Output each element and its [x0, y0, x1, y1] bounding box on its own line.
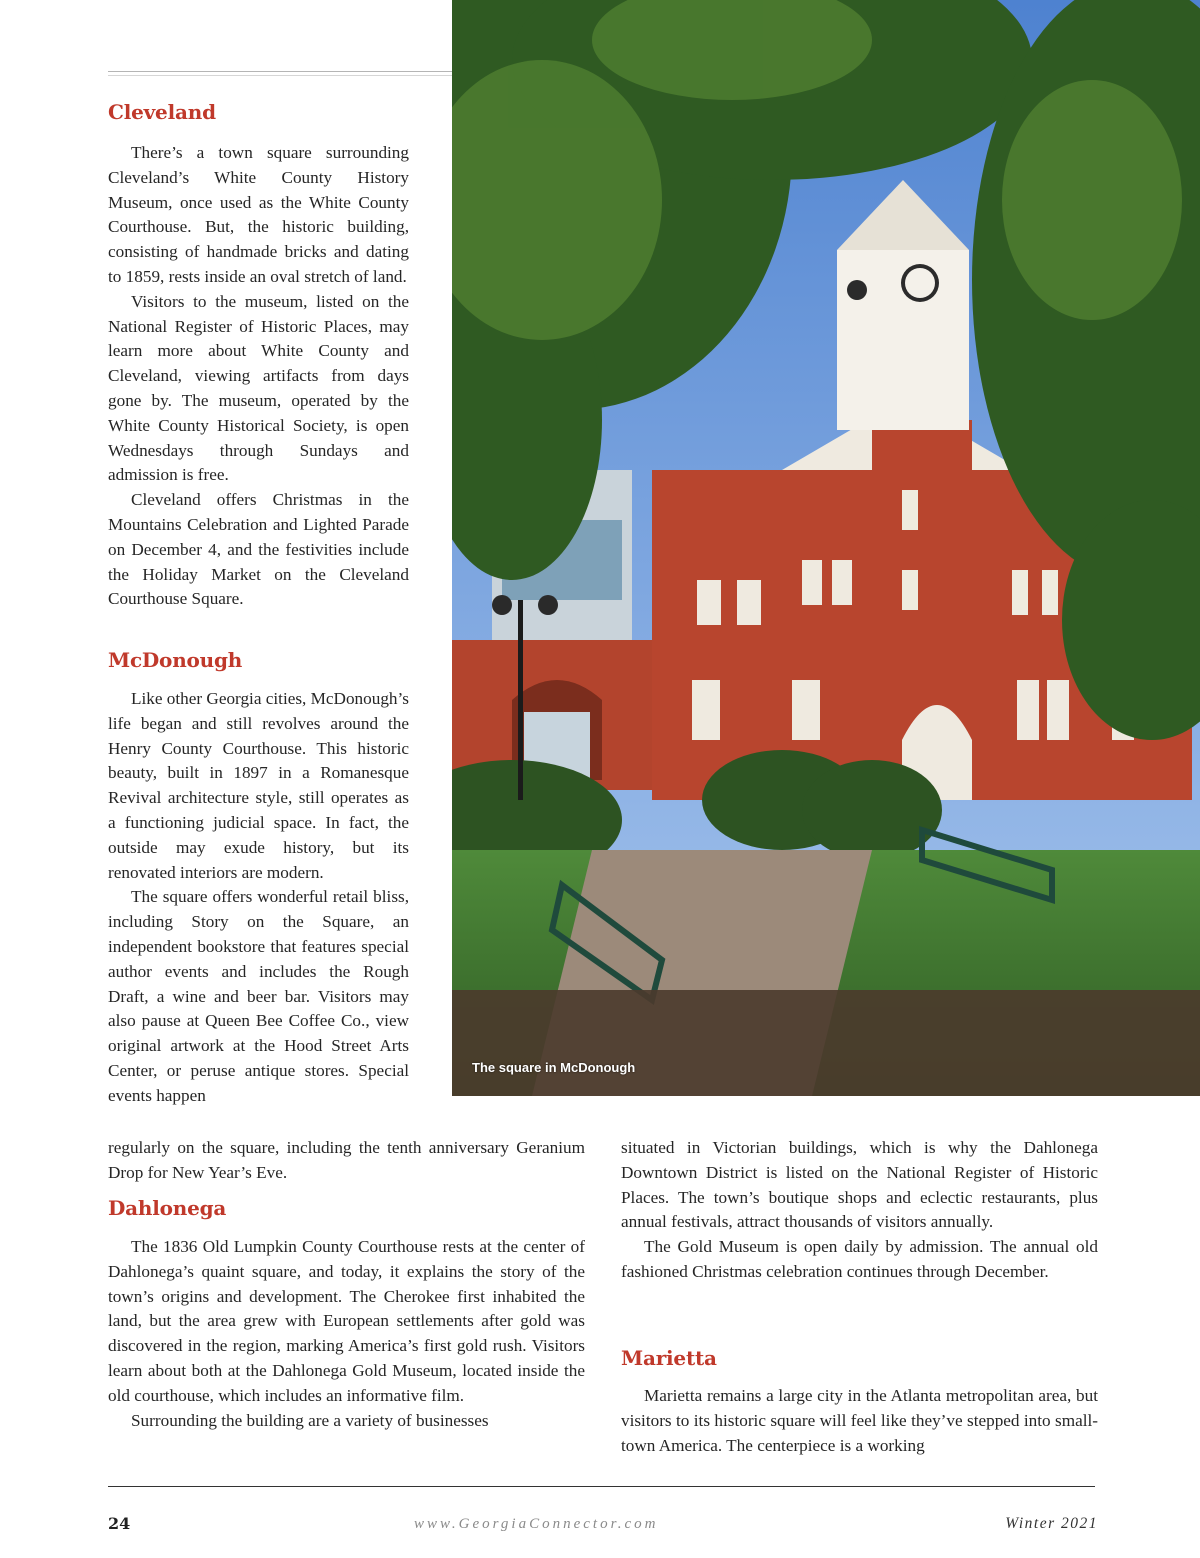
flower-bed [452, 990, 1200, 1096]
cleveland-body [108, 141, 409, 612]
dahlonega-body [108, 1235, 585, 1433]
marietta-body [621, 1384, 1098, 1458]
dahlonega-continued [621, 1136, 1098, 1285]
page-number: 24 [108, 1514, 131, 1533]
tower-base [872, 420, 972, 580]
footer-rule [108, 1486, 1095, 1487]
courthouse-illustration [452, 0, 1200, 1096]
dahlonega-paragraph-2: Surrounding the building are a variety of businesses [131, 1410, 489, 1430]
mcdonough-body [108, 687, 409, 1109]
lamp-right-icon [538, 595, 558, 615]
marietta-paragraph-1: Marietta remains a large city in the Atlanta metropolitan area, but visitors to its historic square will feel like they’ve stepped into small-town America. The centerpiece is a working [621, 1386, 1098, 1455]
dahlonega-paragraph-1: The 1836 Old Lumpkin County Courthouse rests at the center of Dahlonega’s quaint square, and today, it explains the story of the town’s origins and development. The Cherokee first inhabited the land, but the area grew with European settlements after gold was discovered in the region, marking America’s first gold rush. Visitors learn about both at the Dahlonega Gold Museum, located inside the old courthouse, which includes an informative film. [108, 1237, 585, 1405]
lamp-post [518, 600, 523, 800]
top-rule [108, 71, 452, 72]
website-link[interactable]: www.GeorgiaConnector.com [414, 1516, 659, 1532]
cleveland-heading: Cleveland [108, 100, 216, 124]
cleveland-paragraph-3: Cleveland offers Christmas in the Mountains Celebration and Lighted Parade on December 4, and the festivities include the Holiday Market on the Cleveland Courthouse Square. [108, 490, 409, 609]
mcdonough-continued-text: regularly on the square, including the tenth anniversary Geranium Drop for New Year’s Eve. [108, 1138, 585, 1182]
dahlonega-paragraph-3: The Gold Museum is open daily by admission. The annual old fashioned Christmas celebration continues through December. [621, 1237, 1098, 1281]
mcdonough-square-photo [452, 0, 1200, 1096]
mcdonough-heading: McDonough [108, 648, 243, 672]
clock-face [905, 268, 935, 298]
photo-caption: The square in McDonough [472, 1060, 636, 1075]
issue-label: Winter 2021 [1005, 1515, 1098, 1532]
cleveland-paragraph-2: Visitors to the museum, listed on the National Register of Historic Places, may learn more about White County and Cleveland, viewing artifacts from days gone by. The museum, operated by the White County Historical Society, is open Wednesdays through Sundays and admission is free. [108, 291, 409, 485]
top-rule-secondary [108, 75, 452, 76]
lamp-left-icon [492, 595, 512, 615]
dahlonega-heading: Dahlonega [108, 1196, 227, 1220]
mcdonough-paragraph-2: The square offers wonderful retail bliss, including Story on the Square, an independent bookstore that features special author events and includes the Rough Draft, a wine and beer bar. Visitors may also pause at Queen Bee Coffee Co., view original artwork at the Hood Street Arts Center, or peruse antique stores. Special events happen [108, 887, 409, 1105]
mcdonough-continued [108, 1136, 585, 1186]
marietta-heading: Marietta [621, 1346, 717, 1370]
cleveland-paragraph-1: There’s a town square surrounding Cleveland’s White County History Museum, once used as the White County Courthouse. But, the historic building, consisting of handmade bricks and dating to 1859, rests inside an oval stretch of land. [108, 143, 409, 286]
mcdonough-paragraph-1: Like other Georgia cities, McDonough’s life began and still revolves around the Henry County Courthouse. This historic beauty, built in 1897 in a Romanesque Revival architecture style, still operates as a functioning judicial space. In fact, the outside may exude history, but its renovated interiors are modern. [108, 689, 409, 882]
dahlonega-continued-text: situated in Victorian buildings, which is why the Dahlonega Downtown District is listed on the National Register of Historic Places. The town’s boutique shops and eclectic restaurants, plus annual festivals, attract thousands of visitors annually. [621, 1138, 1098, 1232]
side-clock-icon [847, 280, 867, 300]
